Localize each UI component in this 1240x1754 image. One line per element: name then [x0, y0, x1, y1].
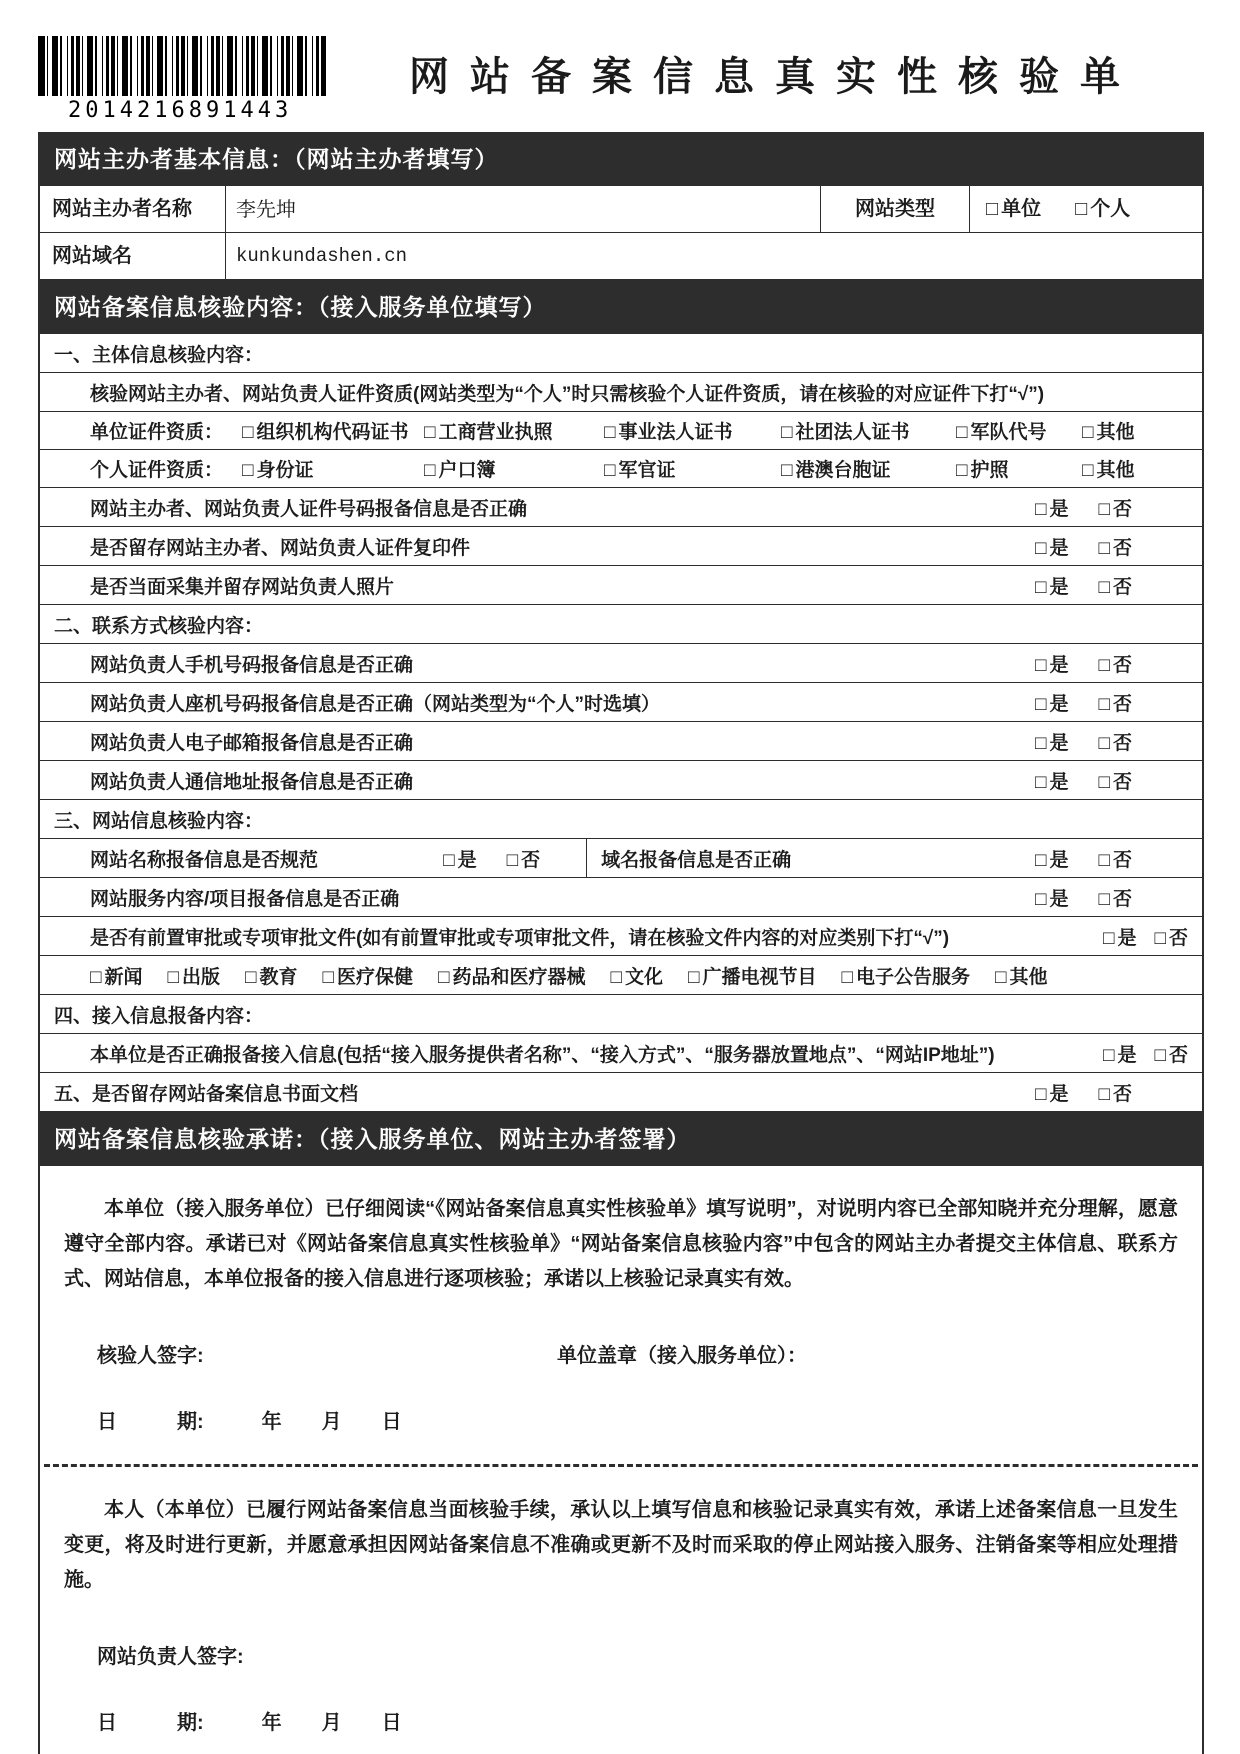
checkbox-option[interactable]: □ 其他 — [995, 966, 1048, 988]
date-ymd: 年 月 日 — [261, 1712, 402, 1734]
no-checkbox[interactable]: □ 否 — [1098, 576, 1132, 598]
checklist-category-options — [40, 956, 1202, 995]
yes-checkbox[interactable]: □ 是 — [1035, 888, 1069, 910]
promise-paragraph-owner: 本人（本单位）已履行网站备案信息当面核验手续，承认以上填写信息和核验记录真实有效，承诺上述备案信息一旦发生变更，将及时进行更新，并愿意承担因网站备案信息不准确或更新不及时而采取的停止网站接入服务、注销备案等相应处理措施。 — [64, 1499, 1178, 1591]
dashed-divider — [44, 1464, 1198, 1467]
checkbox-icon[interactable]: □ — [1035, 888, 1047, 910]
checkbox-option[interactable]: □ 军官证 — [604, 460, 676, 481]
checklist-question: 网站主办者、网站负责人证件号码报备信息是否正确 □ 是 □ 否 — [40, 488, 1202, 527]
checkbox-icon[interactable]: □ — [1035, 498, 1047, 520]
row-domain — [40, 233, 1202, 280]
yes-checkbox[interactable]: □ 是 — [1035, 849, 1069, 871]
checkbox-icon[interactable]: □ — [781, 422, 793, 443]
checkbox-icon[interactable]: □ — [1035, 1083, 1047, 1105]
checkbox-icon[interactable]: □ — [604, 422, 616, 443]
yes-checkbox[interactable]: □ 是 — [443, 849, 477, 871]
checkbox-icon[interactable]: □ — [1098, 537, 1110, 559]
section-header-promise: 网站备案信息核验承诺：（接入服务单位、网站主办者签署） — [40, 1112, 1202, 1166]
yes-checkbox[interactable]: □ 是 — [1035, 654, 1069, 676]
page-title: 网站备案信息真实性核验单 — [409, 55, 1141, 99]
checklist-section-2: 二、联系方式核验内容： — [40, 605, 1202, 644]
owner-signature-row — [40, 1640, 1202, 1666]
yes-checkbox[interactable]: □ 是 — [1035, 498, 1069, 520]
checkbox-option[interactable]: □ 药品和医疗器械 — [438, 966, 586, 988]
yes-checkbox[interactable]: □ 是 — [1035, 537, 1069, 559]
checklist-question: 网站负责人手机号码报备信息是否正确 □ 是 □ 否 — [40, 644, 1202, 683]
checkbox-option[interactable]: □ 组织机构代码证书 — [242, 422, 409, 443]
checkbox-icon[interactable]: □ — [1098, 888, 1110, 910]
checkbox-option[interactable]: □ 事业法人证书 — [604, 422, 733, 443]
checkbox-icon[interactable]: □ — [1098, 654, 1110, 676]
checkbox-icon[interactable]: □ — [1035, 771, 1047, 793]
yes-checkbox[interactable]: □ 是 — [1035, 732, 1069, 754]
owner-date-row — [97, 1706, 1202, 1735]
isp-date-row — [97, 1405, 1202, 1434]
checklist-section-1: 一、主体信息核验内容： — [40, 334, 1202, 373]
checklist-question: 网站服务内容/项目报备信息是否正确 □ 是 □ 否 — [40, 878, 1202, 917]
checkbox-icon[interactable]: □ — [443, 849, 455, 871]
date-label: 日 期: — [97, 1411, 204, 1433]
checklist-question: 是否留存网站主办者、网站负责人证件复印件 □ 是 □ 否 — [40, 527, 1202, 566]
checkbox-option[interactable]: □ 其他 — [1082, 460, 1135, 481]
organizer-name-value[interactable]: 李先坤 — [236, 197, 296, 221]
checklist-question: 网站负责人电子邮箱报备信息是否正确 □ 是 □ 否 — [40, 722, 1202, 761]
verification-form — [38, 132, 1204, 1754]
yes-checkbox[interactable]: □ 是 — [1103, 927, 1137, 949]
checklist-section-4: 四、接入信息报备内容： — [40, 995, 1202, 1034]
no-checkbox[interactable]: □ 否 — [1098, 771, 1132, 793]
checklist-personal-cert-options: 个人证件资质： □ 身份证 □ 户口簿 □ 军官证 □ 港澳台胞证 □ 护照 □ 其他 — [40, 450, 1202, 488]
checklist-question: 网站负责人通信地址报备信息是否正确 □ 是 □ 否 — [40, 761, 1202, 800]
date-ymd: 年 月 日 — [261, 1411, 402, 1433]
checkbox-option[interactable]: □ 军队代号 — [956, 422, 1047, 443]
checkbox-icon[interactable]: □ — [1082, 422, 1094, 443]
checkbox-icon[interactable]: □ — [956, 460, 968, 481]
checkbox-icon[interactable]: □ — [1154, 927, 1166, 949]
checkbox-option[interactable]: □ 社团法人证书 — [781, 422, 910, 443]
checkbox-icon[interactable]: □ — [1098, 771, 1110, 793]
yes-checkbox[interactable]: □ 是 — [1035, 771, 1069, 793]
site-type-label: 网站类型 — [820, 186, 970, 232]
checkbox-option[interactable]: □ 护照 — [956, 460, 1009, 481]
checkbox-icon[interactable]: □ — [506, 849, 519, 871]
checkbox-option[interactable]: □ 电子公告服务 — [841, 966, 970, 988]
checkbox-option[interactable]: □ 港澳台胞证 — [781, 460, 891, 481]
no-checkbox[interactable]: □ 否 — [1154, 1044, 1188, 1066]
site-type-options — [970, 186, 1202, 232]
promise-section — [40, 1192, 1202, 1754]
checkbox-icon[interactable]: □ — [1098, 498, 1110, 520]
checkbox-option-personal[interactable]: □ 个人 — [1075, 198, 1131, 220]
no-checkbox[interactable]: □ 否 — [1098, 537, 1132, 559]
no-checkbox[interactable]: □ 否 — [1098, 654, 1132, 676]
yes-checkbox[interactable]: □ 是 — [1035, 693, 1069, 715]
document-header — [38, 28, 1204, 126]
isp-signature-row — [40, 1339, 1202, 1365]
checkbox-option[interactable]: □ 医疗保健 — [322, 966, 413, 988]
owner-signature-label: 网站负责人签字: — [97, 1646, 244, 1668]
checklist-note: 核验网站主办者、网站负责人证件资质(网站类型为“个人”时只需核验个人证件资质，请在核验的对应证件下打“√”) — [40, 373, 1202, 412]
checkbox-icon[interactable]: □ — [604, 460, 616, 481]
no-checkbox[interactable]: □ 否 — [1098, 732, 1132, 754]
checkbox-option[interactable]: □ 新闻 — [90, 966, 143, 988]
checkbox-icon[interactable]: □ — [1103, 1044, 1115, 1066]
checkbox-icon[interactable]: □ — [1082, 460, 1094, 481]
checkbox-option[interactable]: □ 广播电视节目 — [688, 966, 817, 988]
checklist-question-access-info: 本单位是否正确报备接入信息(包括“接入服务提供者名称”、“接入方式”、“服务器放置地点”、“网站IP地址”) □ 是 □ 否 — [40, 1034, 1202, 1073]
unit-seal-label: 单位盖章（接入服务单位）： — [557, 1345, 807, 1367]
checkbox-icon[interactable]: □ — [322, 966, 334, 988]
checklist-split-row: 网站名称报备信息是否规范 □ 是 □ 否 域名报备信息是否正确 □ 是 □ 否 — [40, 839, 1202, 878]
checkbox-icon[interactable]: □ — [242, 460, 254, 481]
checkbox-icon[interactable]: □ — [995, 966, 1007, 988]
checkbox-option[interactable]: □ 身份证 — [242, 460, 314, 481]
checkbox-icon[interactable]: □ — [242, 422, 254, 443]
checklist-question: 网站负责人座机号码报备信息是否正确（网站类型为“个人”时选填） □ 是 □ 否 — [40, 683, 1202, 722]
checkbox-option[interactable]: □ 其他 — [1082, 422, 1135, 443]
checkbox-icon[interactable]: □ — [1098, 576, 1110, 598]
checkbox-option[interactable]: □ 教育 — [245, 966, 298, 988]
checkbox-icon[interactable]: □ — [610, 966, 622, 988]
domain-value[interactable]: kunkundashen.cn — [236, 245, 408, 267]
checklist-section-5: 五、是否留存网站备案信息书面文档 □ 是 □ 否 — [40, 1073, 1202, 1112]
promise-paragraph-isp: 本单位（接入服务单位）已仔细阅读“《网站备案信息真实性核验单》填写说明”，对说明内容已全部知晓并充分理解，愿意遵守全部内容。承诺已对《网站备案信息真实性核验单》“网站备案信息核验内容”中包含的网站主办者提交主体信息、联系方式、网站信息，本单位报备的接入信息进行逐项核验；承诺以上核验记录真实有效。 — [64, 1198, 1178, 1290]
yes-checkbox[interactable]: □ 是 — [1035, 576, 1069, 598]
checkbox-icon[interactable]: □ — [688, 966, 700, 988]
checkbox-icon[interactable]: □ — [1035, 537, 1047, 559]
checkbox-icon[interactable]: □ — [1075, 198, 1088, 220]
checkbox-icon[interactable]: □ — [956, 422, 968, 443]
no-checkbox[interactable]: □ 否 — [1098, 888, 1132, 910]
checkbox-icon[interactable]: □ — [1098, 732, 1110, 754]
checkbox-option[interactable]: □ 出版 — [167, 966, 220, 988]
checkbox-icon[interactable]: □ — [841, 966, 853, 988]
checkbox-icon[interactable]: □ — [1154, 1044, 1166, 1066]
no-checkbox[interactable]: □ 否 — [1098, 498, 1132, 520]
checkbox-option[interactable]: □ 户口簿 — [424, 460, 496, 481]
checkbox-icon[interactable]: □ — [424, 460, 436, 481]
section-header-basic: 网站主办者基本信息：（网站主办者填写） — [40, 132, 1202, 186]
yes-checkbox[interactable]: □ 是 — [1103, 1044, 1137, 1066]
checkbox-icon[interactable]: □ — [245, 966, 257, 988]
barcode-icon — [38, 36, 326, 96]
domain-label: 网站域名 — [40, 233, 226, 279]
barcode-number: 2014216891443 — [68, 98, 293, 123]
row-organizer-name — [40, 186, 1202, 233]
checklist-question: 是否当面采集并留存网站负责人照片 □ 是 □ 否 — [40, 566, 1202, 605]
checkbox-icon[interactable]: □ — [1035, 654, 1047, 676]
checklist-unit-cert-options: 单位证件资质： □ 组织机构代码证书 □ 工商营业执照 □ 事业法人证书 □ 社团法人证书 □ 军队代号 □ 其他 — [40, 412, 1202, 450]
checkbox-icon[interactable]: □ — [986, 198, 999, 220]
checkbox-icon[interactable]: □ — [438, 966, 450, 988]
checkbox-option[interactable]: □ 文化 — [610, 966, 663, 988]
checkbox-icon[interactable]: □ — [1098, 849, 1110, 871]
checklist-section-3: 三、网站信息核验内容： — [40, 800, 1202, 839]
checkbox-icon[interactable]: □ — [424, 422, 436, 443]
checkbox-icon[interactable]: □ — [1035, 849, 1047, 871]
date-label: 日 期: — [97, 1712, 204, 1734]
checkbox-icon[interactable]: □ — [1035, 732, 1047, 754]
no-checkbox[interactable]: □ 否 — [506, 849, 541, 871]
yes-checkbox[interactable]: □ 是 — [1035, 1083, 1069, 1105]
verifier-signature-label: 核验人签字: — [97, 1345, 204, 1367]
no-checkbox[interactable]: □ 否 — [1098, 693, 1132, 715]
checklist-question-preapproval: 是否有前置审批或专项审批文件(如有前置审批或专项审批文件，请在核验文件内容的对应类别下打“√”) □ 是 □ 否 — [40, 917, 1202, 956]
section-header-verify: 网站备案信息核验内容：（接入服务单位填写） — [40, 280, 1202, 334]
checkbox-option[interactable]: □ 工商营业执照 — [424, 422, 553, 443]
checkbox-icon[interactable]: □ — [1035, 576, 1047, 598]
checkbox-option-unit[interactable]: □ 单位 — [986, 198, 1042, 220]
checkbox-icon[interactable]: □ — [90, 966, 102, 988]
no-checkbox[interactable]: □ 否 — [1098, 1083, 1132, 1105]
checkbox-icon[interactable]: □ — [1098, 1083, 1110, 1105]
no-checkbox[interactable]: □ 否 — [1154, 927, 1188, 949]
checkbox-icon[interactable]: □ — [1103, 927, 1115, 949]
checkbox-icon[interactable]: □ — [1035, 693, 1047, 715]
organizer-name-label: 网站主办者名称 — [40, 186, 226, 232]
checkbox-icon[interactable]: □ — [781, 460, 793, 481]
no-checkbox[interactable]: □ 否 — [1098, 849, 1132, 871]
barcode-block — [38, 28, 338, 126]
checkbox-icon[interactable]: □ — [167, 966, 179, 988]
checkbox-icon[interactable]: □ — [1098, 693, 1110, 715]
